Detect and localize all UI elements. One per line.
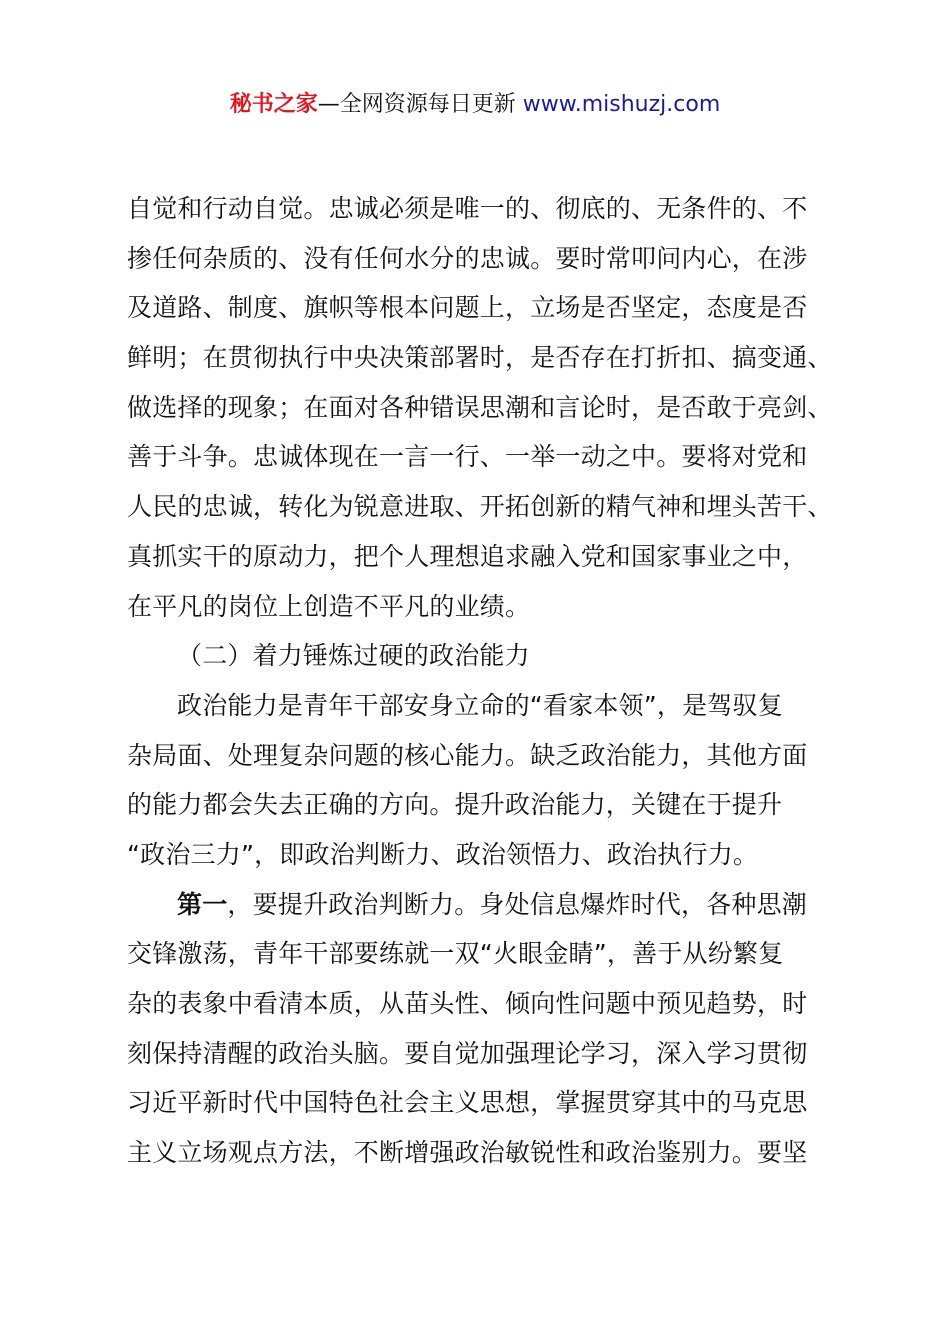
body-line: 及道路、制度、旗帜等根本问题上，立场是否坚定，态度是否 (127, 293, 808, 323)
body-line-text: ，要提升政治判断力。身处信息爆炸时代，各种思潮 (227, 889, 808, 919)
body-line (127, 880, 847, 930)
body-line: 政治能力是青年干部安身立命的“看家本领”，是驾驭复 (177, 690, 783, 720)
body-line: 善于斗争。忠诚体现在一言一行、一举一动之中。要将对党和 (127, 442, 808, 472)
body-line: 主义立场观点方法，不断增强政治敏锐性和政治鉴别力。要坚 (127, 1138, 808, 1168)
body-line: “政治三力”，即政治判断力、政治领悟力、政治执行力。 (127, 839, 759, 869)
header-url: www.mishuzj.com (522, 92, 721, 117)
section-heading: （二）着力锤炼过硬的政治能力 (177, 641, 530, 671)
document-header (0, 88, 950, 122)
body-line: 杂的表象中看清本质，从苗头性、倾向性问题中预见趋势，时 (127, 989, 808, 1018)
header-tagline: —全网资源每日更新 (317, 92, 516, 117)
document-body (127, 184, 847, 1178)
brand-name: 秘书之家 (229, 92, 318, 117)
bold-lead: 第一 (177, 889, 228, 919)
body-line: 习近平新时代中国特色社会主义思想，掌握贯穿其中的马克思 (127, 1088, 808, 1118)
body-line: 掺任何杂质的、没有任何水分的忠诚。要时常叩问内心，在涉 (127, 243, 808, 273)
body-line: 在平凡的岗位上创造不平凡的业绩。 (127, 591, 531, 621)
body-line: 的能力都会失去正确的方向。提升政治能力，关键在于提升 (127, 790, 783, 820)
body-line: 杂局面、处理复杂问题的核心能力。缺乏政治能力，其他方面 (127, 740, 808, 770)
body-line: 鲜明；在贯彻执行中央决策部署时，是否存在打折扣、搞变通、 (127, 343, 833, 373)
body-line: 真抓实干的原动力，把个人理想追求融入党和国家事业之中， (127, 541, 808, 571)
body-line: 自觉和行动自觉。忠诚必须是唯一的、彻底的、无条件的、不 (127, 194, 808, 223)
body-line: 刻保持清醒的政治头脑。要自觉加强理论学习，深入学习贯彻 (127, 1038, 808, 1068)
body-line: 人民的忠诚，转化为锐意进取、开拓创新的精气神和埋头苦干、 (127, 492, 833, 522)
body-line: 做选择的现象；在面对各种错误思潮和言论时，是否敢于亮剑、 (127, 392, 833, 422)
body-line: 交锋激荡，青年干部要练就一双“火眼金睛”，善于从纷繁复 (127, 939, 784, 969)
